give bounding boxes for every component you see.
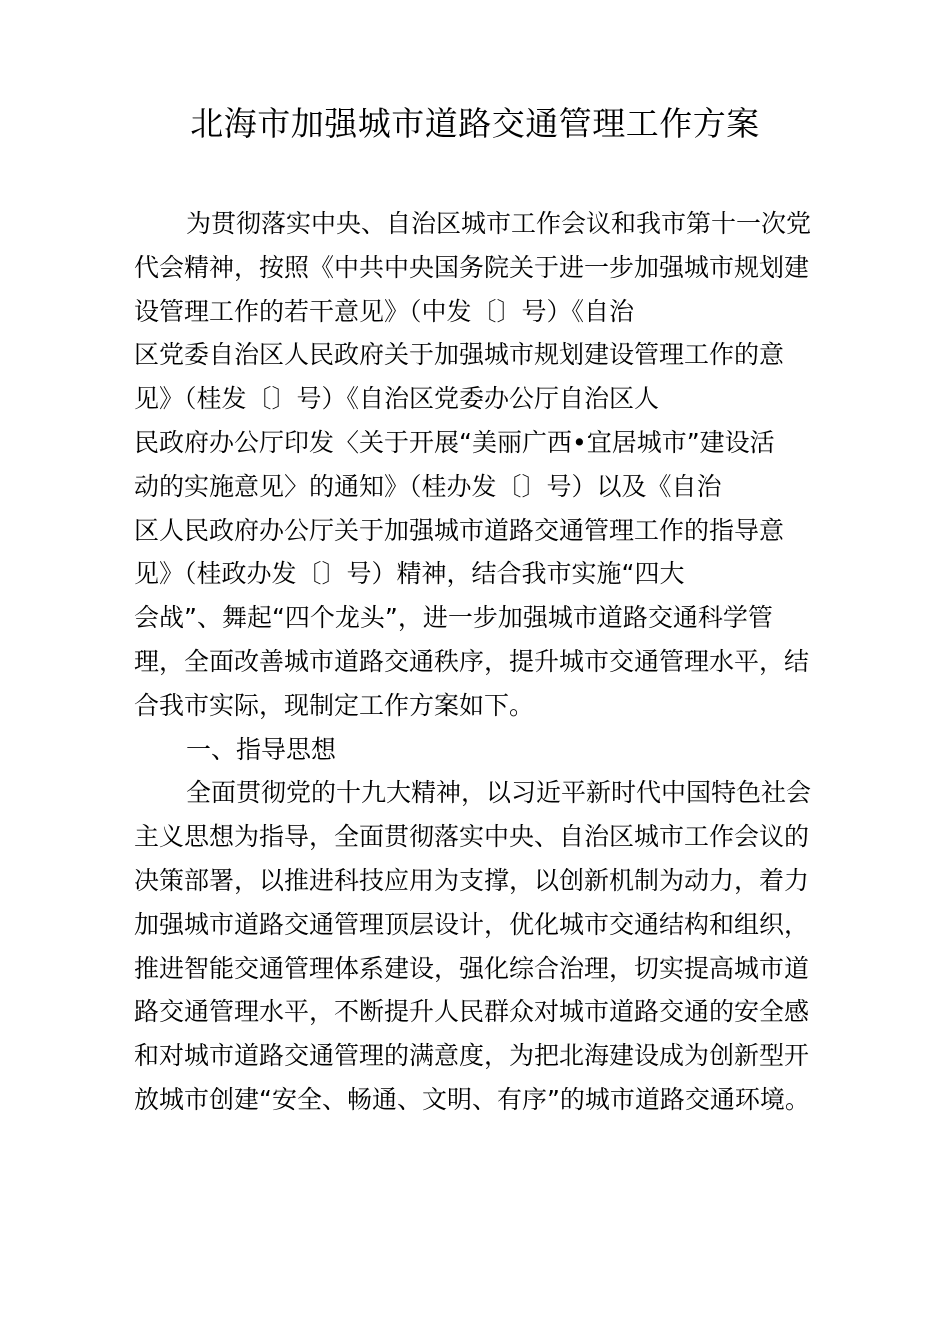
section-line: 放城市创建“安全、畅通、文明、有序”的城市道路交通环境。 [134,1084,810,1114]
section-line: 推进智能交通管理体系建设，强化综合治理，切实提高城市道 [134,953,810,983]
intro-line: 见》（桂发〔〕号）《自治区党委办公厅自治区人 [134,384,660,414]
intro-line: 区党委自治区人民政府关于加强城市规划建设管理工作的意 [134,340,785,370]
intro-line: 动的实施意见〉的通知》（桂办发〔〕号）以及《自治 [134,471,722,501]
section-line: 主义思想为指导，全面贯彻落实中央、自治区城市工作会议的 [134,822,810,852]
intro-line: 为贯彻落实中央、自治区城市工作会议和我市第十一次党 [186,209,812,238]
intro-line: 合我市实际，现制定工作方案如下。 [134,690,535,720]
section-line: 决策部署，以推进科技应用为支撑，以创新机制为动力，着力 [134,865,810,895]
intro-line: 理，全面改善城市道路交通秩序，提升城市交通管理水平，结 [134,646,810,676]
intro-line: 设管理工作的若干意见》（中发〔〕号）《自治 [134,296,635,326]
intro-line: 会战”、舞起“四个龙头”，进一步加强城市道路交通科学管 [134,603,773,633]
intro-line: 区人民政府办公厅关于加强城市道路交通管理工作的指导意 [134,515,785,545]
section-line: 全面贯彻党的十九大精神，以习近平新时代中国特色社会 [186,778,812,808]
section-line: 加强城市道路交通管理顶层设计，优化城市交通结构和组织， [134,909,810,939]
section-heading: 一、指导思想 [186,734,337,764]
intro-line: 见》（桂政办发〔〕号）精神，结合我市实施“四大 [134,559,685,589]
section-line: 路交通管理水平，不断提升人民群众对城市道路交通的安全感 [134,997,810,1027]
section-line: 和对城市道路交通管理的满意度，为把北海建设成为创新型开 [134,1041,810,1071]
intro-line: 代会精神，按照《中共中央国务院关于进一步加强城市规划建 [134,252,810,282]
document-title: 北海市加强城市道路交通管理工作方案 [190,104,760,143]
intro-line: 民政府办公厅印发〈关于开展“美丽广西•宜居城市”建设活 [134,427,775,457]
document-body [134,202,854,1122]
